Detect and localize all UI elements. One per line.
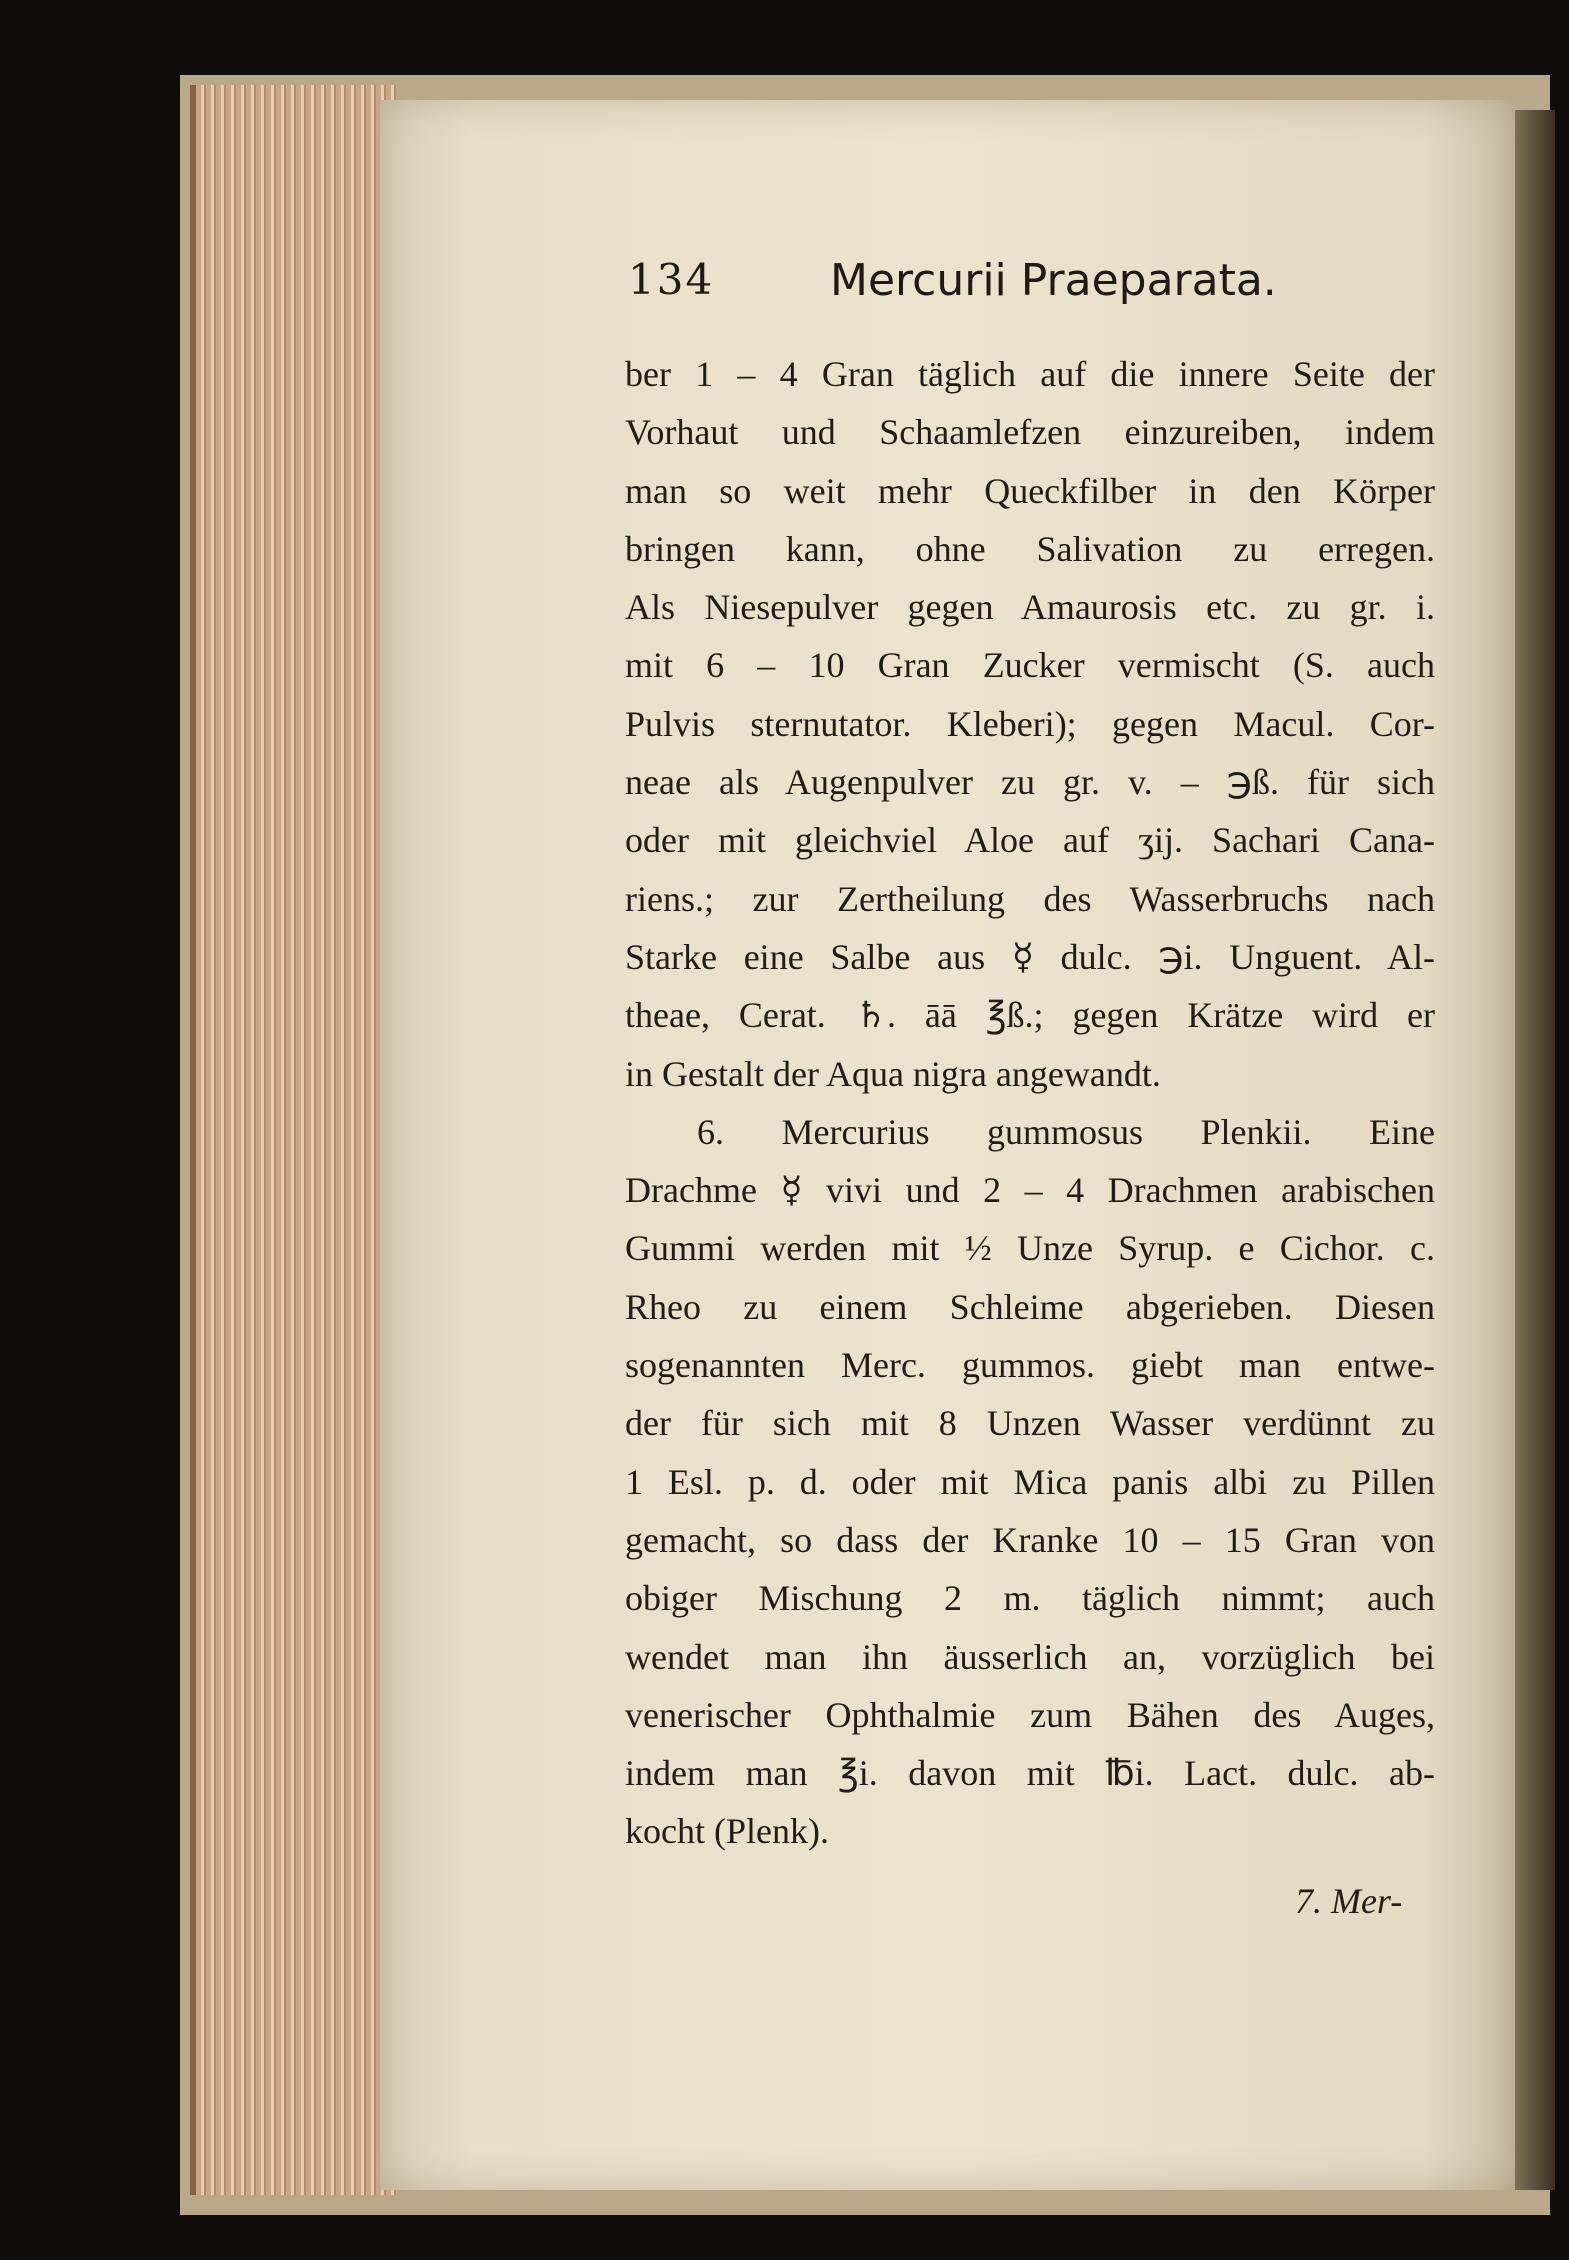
text-line: oder mit gleichviel Aloe auf ʒij. Sachari Cana- xyxy=(625,820,1435,861)
text-line: Rheo zu einem Schleime abgerieben. Diesen xyxy=(625,1286,1435,1327)
text-line: kocht (Plenk). xyxy=(625,1811,829,1852)
text-line: neae als Augenpulver zu gr. v. – ℈ß. für sich xyxy=(625,762,1435,803)
text-line: Vorhaut und Schaamlefzen einzureiben, indem xyxy=(625,412,1435,453)
text-line: theae, Cerat. ♄. āā ℥ß.; gegen Krätze wird er xyxy=(625,995,1435,1036)
section-heading-line: 6. Mercurius gummosus Plenkii. Eine xyxy=(697,1111,1435,1152)
text-line: der für sich mit 8 Unzen Wasser verdünnt zu xyxy=(625,1403,1435,1444)
text-line: mit 6 – 10 Gran Zucker vermischt (S. auch xyxy=(625,645,1435,686)
page-stack-edge xyxy=(190,85,396,2195)
page-header xyxy=(628,255,1448,315)
text-line: 1 Esl. p. d. oder mit Mica panis albi zu Pillen xyxy=(625,1461,1435,1502)
text-line: riens.; zur Zertheilung des Wasserbruchs nach xyxy=(625,878,1435,919)
book-gutter xyxy=(1515,110,1555,2190)
text-line: wendet man ihn äusserlich an, vorzüglich bei xyxy=(625,1636,1435,1677)
text-line: indem man ℥i. davon mit ℔i. Lact. dulc. ab- xyxy=(625,1753,1435,1794)
text-line: venerischer Ophthalmie zum Bähen des Auges, xyxy=(625,1694,1435,1735)
catchword: 7. Mer- xyxy=(1295,1881,1403,1921)
text-line: in Gestalt der Aqua nigra angewandt. xyxy=(625,1053,1161,1094)
text-line: man so weit mehr Queckfilber in den Körper xyxy=(625,470,1435,511)
text-line: gemacht, so dass der Kranke 10 – 15 Gran von xyxy=(625,1519,1435,1560)
body-text xyxy=(625,345,1435,1861)
text-line: Starke eine Salbe aus ☿ dulc. ℈i. Unguent. Al- xyxy=(625,936,1435,977)
text-line: Als Niesepulver gegen Amaurosis etc. zu gr. i. xyxy=(625,587,1435,628)
page-number: 134 xyxy=(628,255,715,304)
running-title: Mercurii Praeparata. xyxy=(830,255,1277,306)
text-line: Pulvis sternutator. Kleberi); gegen Macul. Cor- xyxy=(625,703,1435,744)
text-line: Drachme ☿ vivi und 2 – 4 Drachmen arabischen xyxy=(625,1170,1435,1211)
text-line: Gummi werden mit ½ Unze Syrup. e Cichor. c. xyxy=(625,1228,1435,1269)
text-line: bringen kann, ohne Salivation zu erregen. xyxy=(625,528,1435,569)
text-line: obiger Mischung 2 m. täglich nimmt; auch xyxy=(625,1578,1435,1619)
text-line: sogenannten Merc. gummos. giebt man entwe- xyxy=(625,1345,1435,1386)
text-line: ber 1 – 4 Gran täglich auf die innere Seite der xyxy=(625,354,1435,394)
